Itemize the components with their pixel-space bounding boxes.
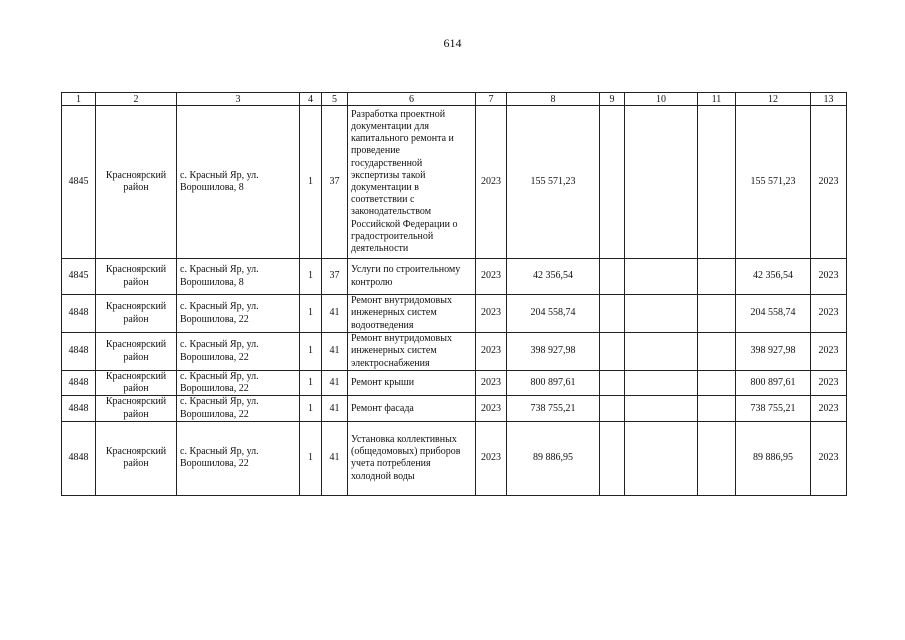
column-10-cell [625, 396, 698, 421]
total-cost-cell: 738 755,21 [736, 396, 811, 421]
column-5-cell: 41 [322, 295, 348, 333]
district-cell: Красноярский район [96, 333, 177, 371]
district-cell: Красноярский район [96, 396, 177, 421]
district-cell: Красноярский район [96, 371, 177, 396]
column-11-cell [698, 106, 736, 259]
column-4-cell: 1 [300, 295, 322, 333]
column-4-cell: 1 [300, 259, 322, 295]
work-type-cell: Ремонт внутридомовых инженерных систем электроснабжения [348, 333, 476, 371]
page-number: 614 [443, 36, 462, 50]
table-body [62, 93, 847, 496]
year-cell: 2023 [476, 106, 507, 259]
column-11-cell [698, 421, 736, 495]
column-9-cell [600, 259, 625, 295]
object-number-cell: 4845 [62, 106, 96, 259]
column-11-cell [698, 259, 736, 295]
column-number-cell: 10 [625, 93, 698, 106]
column-number-cell: 5 [322, 93, 348, 106]
work-type-cell: Установка коллективных (общедомовых) приборов учета потребления холодной воды [348, 421, 476, 495]
column-9-cell [600, 295, 625, 333]
repair-schedule-table [61, 92, 847, 496]
cost-cell: 155 571,23 [507, 106, 600, 259]
work-type-cell: Разработка проектной документации для капитального ремонта и проведение государственной экспертизы такой документации в соответствии с законодательством Российской Федерации о градостроительной деятельности [348, 106, 476, 259]
total-cost-cell: 204 558,74 [736, 295, 811, 333]
column-4-cell: 1 [300, 371, 322, 396]
total-cost-cell: 89 886,95 [736, 421, 811, 495]
table-row [62, 396, 847, 421]
column-10-cell [625, 333, 698, 371]
year-cell: 2023 [476, 371, 507, 396]
column-number-cell: 12 [736, 93, 811, 106]
object-number-cell: 4848 [62, 333, 96, 371]
column-11-cell [698, 396, 736, 421]
column-11-cell [698, 371, 736, 396]
address-cell: с. Красный Яр, ул. Ворошилова, 22 [177, 295, 300, 333]
table-row [62, 371, 847, 396]
completion-year-cell: 2023 [811, 371, 847, 396]
total-cost-cell: 800 897,61 [736, 371, 811, 396]
column-5-cell: 37 [322, 106, 348, 259]
completion-year-cell: 2023 [811, 421, 847, 495]
completion-year-cell: 2023 [811, 333, 847, 371]
column-9-cell [600, 371, 625, 396]
column-number-cell: 1 [62, 93, 96, 106]
cost-cell: 42 356,54 [507, 259, 600, 295]
work-type-cell: Услуги по строительному контролю [348, 259, 476, 295]
district-cell: Красноярский район [96, 421, 177, 495]
column-5-cell: 41 [322, 371, 348, 396]
column-number-cell: 6 [348, 93, 476, 106]
column-number-cell: 4 [300, 93, 322, 106]
completion-year-cell: 2023 [811, 259, 847, 295]
column-10-cell [625, 106, 698, 259]
address-cell: с. Красный Яр, ул. Ворошилова, 22 [177, 396, 300, 421]
column-11-cell [698, 333, 736, 371]
district-cell: Красноярский район [96, 295, 177, 333]
column-5-cell: 41 [322, 396, 348, 421]
total-cost-cell: 42 356,54 [736, 259, 811, 295]
column-11-cell [698, 295, 736, 333]
work-type-cell: Ремонт внутридомовых инженерных систем водоотведения [348, 295, 476, 333]
column-4-cell: 1 [300, 333, 322, 371]
column-5-cell: 41 [322, 333, 348, 371]
cost-cell: 204 558,74 [507, 295, 600, 333]
table-row [62, 421, 847, 495]
completion-year-cell: 2023 [811, 106, 847, 259]
column-5-cell: 37 [322, 259, 348, 295]
column-number-cell: 2 [96, 93, 177, 106]
column-10-cell [625, 259, 698, 295]
table-row [62, 259, 847, 295]
address-cell: с. Красный Яр, ул. Ворошилова, 8 [177, 259, 300, 295]
table-row [62, 295, 847, 333]
cost-cell: 800 897,61 [507, 371, 600, 396]
address-cell: с. Красный Яр, ул. Ворошилова, 22 [177, 371, 300, 396]
year-cell: 2023 [476, 396, 507, 421]
cost-cell: 89 886,95 [507, 421, 600, 495]
object-number-cell: 4848 [62, 371, 96, 396]
year-cell: 2023 [476, 333, 507, 371]
table-row [62, 333, 847, 371]
object-number-cell: 4845 [62, 259, 96, 295]
cost-cell: 738 755,21 [507, 396, 600, 421]
table-row [62, 106, 847, 259]
column-number-cell: 7 [476, 93, 507, 106]
column-10-cell [625, 371, 698, 396]
address-cell: с. Красный Яр, ул. Ворошилова, 22 [177, 333, 300, 371]
year-cell: 2023 [476, 421, 507, 495]
work-type-cell: Ремонт крыши [348, 371, 476, 396]
column-number-cell: 3 [177, 93, 300, 106]
year-cell: 2023 [476, 259, 507, 295]
year-cell: 2023 [476, 295, 507, 333]
column-number-cell: 8 [507, 93, 600, 106]
address-cell: с. Красный Яр, ул. Ворошилова, 8 [177, 106, 300, 259]
object-number-cell: 4848 [62, 295, 96, 333]
completion-year-cell: 2023 [811, 295, 847, 333]
column-4-cell: 1 [300, 396, 322, 421]
column-number-header-row [62, 93, 847, 106]
column-number-cell: 13 [811, 93, 847, 106]
work-type-cell: Ремонт фасада [348, 396, 476, 421]
column-number-cell: 9 [600, 93, 625, 106]
object-number-cell: 4848 [62, 421, 96, 495]
column-10-cell [625, 421, 698, 495]
column-9-cell [600, 396, 625, 421]
column-10-cell [625, 295, 698, 333]
total-cost-cell: 155 571,23 [736, 106, 811, 259]
district-cell: Красноярский район [96, 259, 177, 295]
column-5-cell: 41 [322, 421, 348, 495]
column-number-cell: 11 [698, 93, 736, 106]
column-4-cell: 1 [300, 421, 322, 495]
district-cell: Красноярский район [96, 106, 177, 259]
cost-cell: 398 927,98 [507, 333, 600, 371]
column-9-cell [600, 421, 625, 495]
column-9-cell [600, 333, 625, 371]
column-9-cell [600, 106, 625, 259]
address-cell: с. Красный Яр, ул. Ворошилова, 22 [177, 421, 300, 495]
object-number-cell: 4848 [62, 396, 96, 421]
total-cost-cell: 398 927,98 [736, 333, 811, 371]
completion-year-cell: 2023 [811, 396, 847, 421]
column-4-cell: 1 [300, 106, 322, 259]
